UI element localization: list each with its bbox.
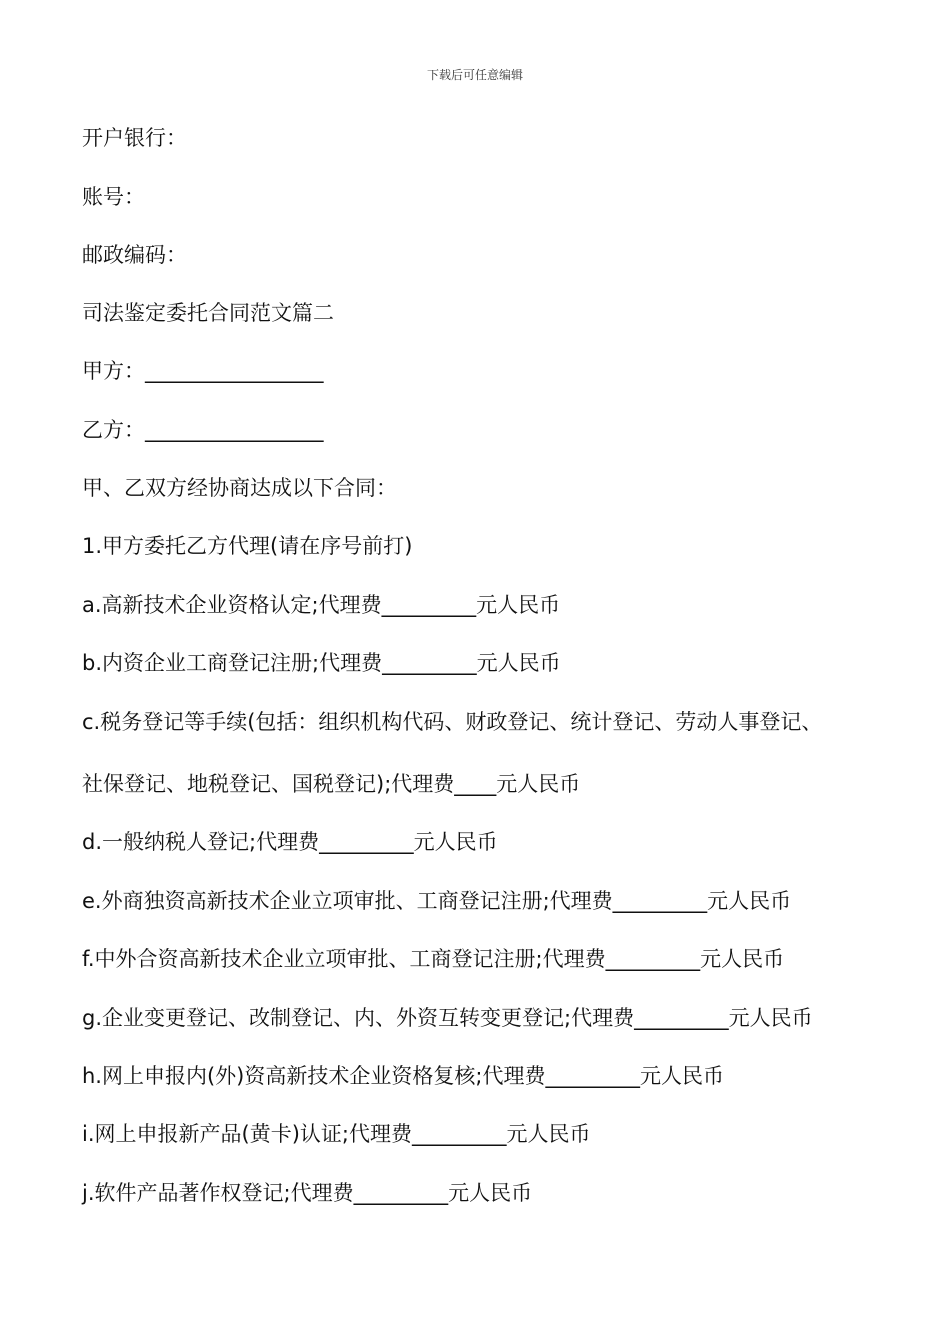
clause-item-c-continued: 社保登记、地税登记、国税登记);代理费____元人民币 xyxy=(82,772,581,796)
party-b-line: 乙方：_________________ xyxy=(82,418,324,442)
clause-item-e: e.外商独资高新技术企业立项审批、工商登记注册;代理费_________元人民币 xyxy=(82,889,792,913)
agreement-intro: 甲、乙双方经协商达成以下合同： xyxy=(82,476,397,500)
postal-code-label: 邮政编码： xyxy=(82,243,187,267)
clause-item-h: h.网上申报内(外)资高新技术企业资格复核;代理费_________元人民币 xyxy=(82,1064,724,1088)
clause-item-b: b.内资企业工商登记注册;代理费_________元人民币 xyxy=(82,651,561,675)
clause-item-g: g.企业变更登记、改制登记、内、外资互转变更登记;代理费_________元人民币 xyxy=(82,1006,813,1030)
party-a-line: 甲方：_________________ xyxy=(82,359,324,383)
clause-item-i: i.网上申报新产品(黄卡)认证;代理费_________元人民币 xyxy=(82,1122,591,1146)
clause-item-j: j.软件产品著作权登记;代理费_________元人民币 xyxy=(82,1181,533,1205)
clause-item-a: a.高新技术企业资格认定;代理费_________元人民币 xyxy=(82,593,561,617)
clause-1: 1.甲方委托乙方代理(请在序号前打) xyxy=(82,534,413,558)
clause-item-f: f.中外合资高新技术企业立项审批、工商登记注册;代理费_________元人民币 xyxy=(82,947,785,971)
clause-item-d: d.一般纳税人登记;代理费_________元人民币 xyxy=(82,830,498,854)
clause-item-c: c.税务登记等手续(包括：组织机构代码、财政登记、统计登记、劳动人事登记、 xyxy=(82,710,823,734)
page-header-note: 下载后可任意编辑 xyxy=(426,68,523,82)
account-label: 账号： xyxy=(82,185,145,209)
section-title: 司法鉴定委托合同范文篇二 xyxy=(82,301,334,325)
bank-label: 开户银行： xyxy=(82,126,187,150)
